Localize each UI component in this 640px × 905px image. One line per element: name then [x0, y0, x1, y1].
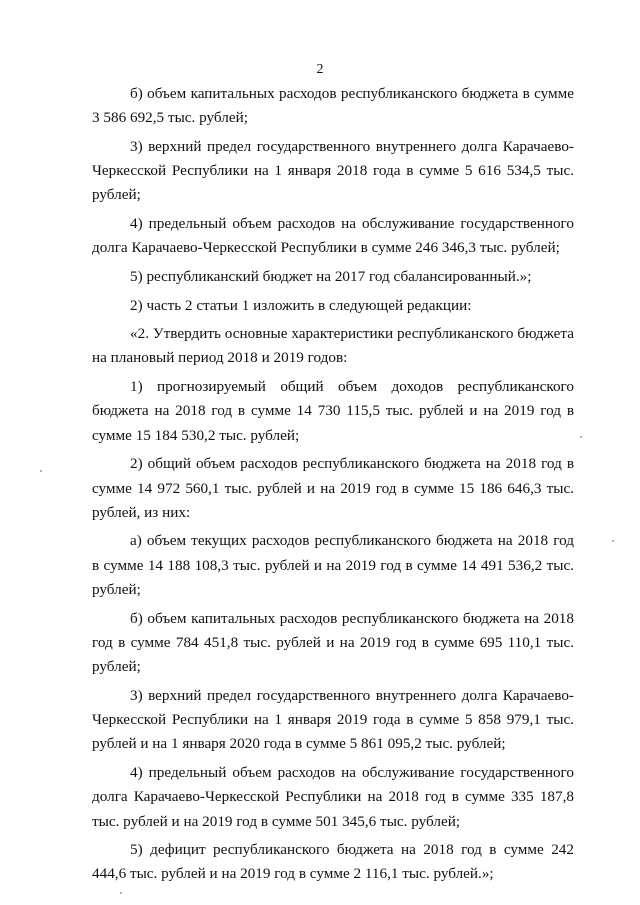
paragraph-debt-limit-2018: 3) верхний предел государственного внутреннего долга Карачаево-Черкесской Республики на 1 января 2018 года в сумме 5 616 534,5 тыс. рублей;	[92, 137, 574, 204]
scan-artifact	[120, 892, 122, 894]
paragraph-expenses: 2) общий объем расходов республиканского бюджета на 2018 год в сумме 14 972 560,1 тыс. рублей и на 2019 год в сумме 15 186 646,3 тыс. рублей, из них:	[92, 455, 574, 521]
paragraph-current-expenses: а) объем текущих расходов республиканского бюджета на 2018 год в сумме 14 188 108,3 тыс. рублей и на 2019 год в сумме 14 491 536,2 тыс. рублей;	[92, 532, 574, 599]
paragraph-deficit: 5) дефицит республиканского бюджета на 2018 год в сумме 242 444,6 тыс. рублей и на 2019 год в сумме 2 116,1 тыс. рублей.»;	[92, 841, 574, 883]
paragraph-capital-expenses: б) объем капитальных расходов республиканского бюджета на 2018 год в сумме 784 451,8 тыс. рублей и на 2019 год в сумме 695 110,1 тыс. рублей;	[92, 609, 574, 676]
paragraph-balanced-budget: 5) республиканский бюджет на 2017 год сбалансированный.»;	[130, 267, 532, 285]
page-number: 2	[316, 62, 324, 77]
paragraph-debt-limit: 3) верхний предел государственного внутреннего долга Карачаево-Черкесской Республики на 1 января 2019 года в сумме 5 858 979,1 тыс. рублей и на 1 января 2020 года в сумме 5 861 095,2 тыс. рублей;	[92, 686, 574, 753]
paragraph-capital-expenses-2017: б) объем капитальных расходов республиканского бюджета в сумме 3 586 692,5 тыс. рублей;	[92, 85, 574, 127]
document-body	[92, 82, 574, 887]
scan-artifact	[580, 436, 582, 438]
paragraph-debt-service-2017: 4) предельный объем расходов на обслуживание государственного долга Карачаево-Черкесской Республики в сумме 246 346,3 тыс. рублей;	[92, 215, 574, 257]
paragraph-debt-service: 4) предельный объем расходов на обслуживание государственного долга Карачаево-Черкесской Республики на 2018 год в сумме 335 187,8 тыс. рублей и на 2019 год в сумме 501 345,6 тыс. рублей;	[92, 763, 574, 830]
paragraph-planning-period-intro: «2. Утвердить основные характеристики республиканского бюджета на плановый период 2018 и 2019 годов:	[92, 325, 574, 367]
paragraph-article-amendment: 2) часть 2 статьи 1 изложить в следующей редакции:	[130, 296, 472, 314]
scan-artifact	[612, 540, 614, 542]
scan-artifact	[40, 470, 42, 472]
paragraph-revenues: 1) прогнозируемый общий объем доходов республиканского бюджета на 2018 год в сумме 14 730 115,5 тыс. рублей и на 2019 год в сумме 15 184 530,2 тыс. рублей;	[92, 378, 574, 444]
